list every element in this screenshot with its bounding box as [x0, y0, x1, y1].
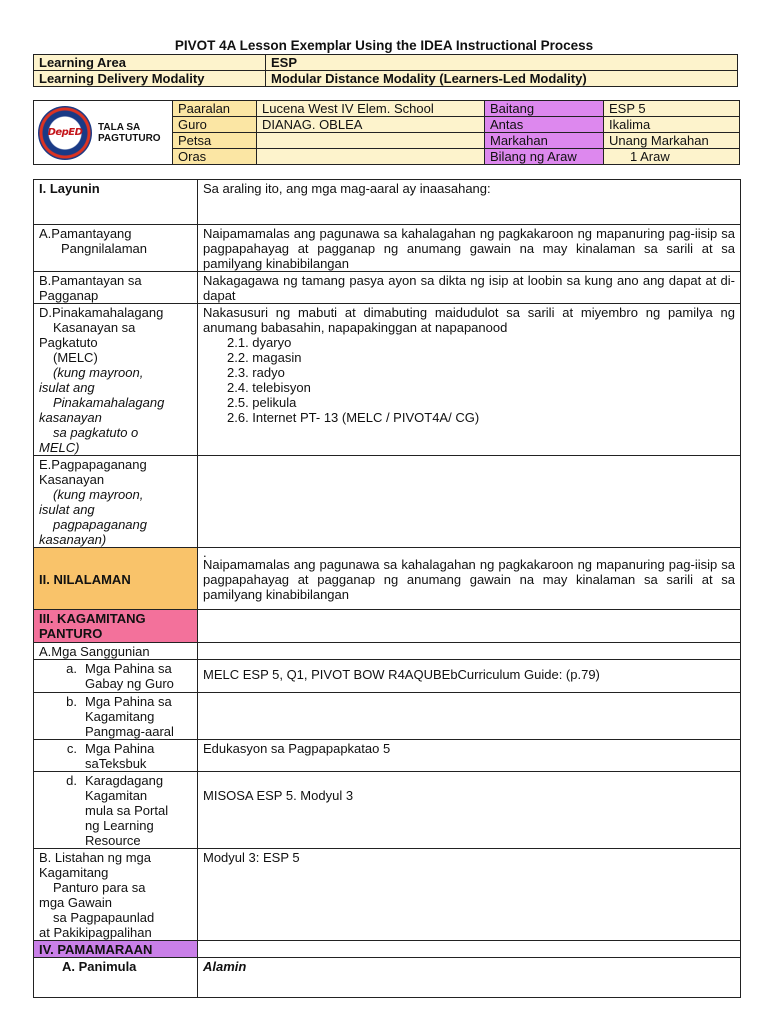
kagamitan-label: III. KAGAMITANG PANTURO [34, 610, 198, 643]
sanggunian-label: A.Mga Sanggunian [34, 643, 198, 660]
learning-area-label: Learning Area [34, 55, 266, 71]
sanggunian-row [34, 643, 741, 660]
melc-row [34, 304, 741, 456]
pamamaraan-value [198, 941, 741, 958]
melc-item: 2.5. pelikula [227, 395, 297, 410]
panimula-row [34, 958, 741, 998]
melc-item: 2.3. radyo [227, 365, 285, 380]
melc-value: Nakasusuri ng mabuti at dimabuting maidudulot sa sarili at miyembro ng pamilya ng anumang babasahin, napapakinggan at napapanood 2.1. dyaryo 2.2. magasin 2.3. radyo 2.4. telebisyon 2.5. pelikula 2.6. Internet PT- 13 (MELC / PIVOT4A/ CG) [198, 304, 741, 456]
portal-row [34, 772, 741, 849]
kagamitan-row [34, 610, 741, 643]
layunin-row [34, 180, 741, 225]
paaralan-value: Lucena West IV Elem. School [257, 101, 485, 117]
modality-label: Learning Delivery Modality [34, 71, 266, 87]
kagamitang-label: b. Mga Pahina sa Kagamitang Pangmag-aaral [34, 693, 198, 740]
pamantayang-row [34, 225, 741, 272]
antas-value: Ikalima [604, 117, 740, 133]
antas-label: Antas [485, 117, 604, 133]
pagpapaganang-row [34, 456, 741, 548]
markahan-value: Unang Markahan [604, 133, 740, 149]
modality-row [34, 71, 738, 87]
portal-value: MISOSA ESP 5. Modyul 3 [198, 772, 741, 849]
panimula-label: A. Panimula [34, 958, 198, 998]
pamantayang-value: Naipamamalas ang pagunawa sa kahalagahan ng pagkakaroon ng mapanuring pag-iisip sa pagpapahayag at pagganap ng anumang gawain na may kinalaman sa sarili at sa pamilyang kinabibilangan [198, 225, 741, 272]
bilang-label: Bilang ng Araw [485, 149, 604, 165]
teksbuk-label: c. Mga Pahina saTeksbuk [34, 740, 198, 772]
pamantayang-label: A.Pamantayang Pangnilalaman [34, 225, 198, 272]
layunin-label: I. Layunin [34, 180, 198, 225]
document-title: PIVOT 4A Lesson Exemplar Using the IDEA Instructional Process [174, 38, 594, 53]
learning-area-value: ESP [266, 55, 738, 71]
pamamaraan-label: IV. PAMAMARAAN [34, 941, 198, 958]
kagamitang-row [34, 693, 741, 740]
learning-area-row [34, 55, 738, 71]
sanggunian-value [198, 643, 741, 660]
pagpapaganang-value [198, 456, 741, 548]
melc-item: 2.4. telebisyon [227, 380, 311, 395]
tala-sa-pagtuturo: TALA SA PAGTUTURO [98, 121, 161, 144]
pagpapaganang-label: E.Pagpapaganang Kasanayan (kung mayroon, isulat ang pagpapaganang kasanayan) [34, 456, 198, 548]
layunin-value: Sa araling ito, ang mga mag-aaral ay inaasahang: [198, 180, 741, 225]
logo-cell [34, 101, 173, 165]
gabay-value: MELC ESP 5, Q1, PIVOT BOW R4AQUBEbCurriculum Guide: (p.79) [198, 660, 741, 693]
gabay-row [34, 660, 741, 693]
kagamitan-value [198, 610, 741, 643]
listahan-row [34, 849, 741, 941]
listahan-label: B. Listahan ng mga Kagamitang Panturo para sa mga Gawain sa Pagpapaunlad at Pakikipagpalihan [34, 849, 198, 941]
gabay-label: a. Mga Pahina sa Gabay ng Guro [34, 660, 198, 693]
pamamaraan-row [34, 941, 741, 958]
petsa-label: Petsa [173, 133, 257, 149]
panimula-value: Alamin [198, 958, 741, 998]
markahan-label: Markahan [485, 133, 604, 149]
melc-item: 2.1. dyaryo [227, 335, 292, 350]
paaralan-label: Paaralan [173, 101, 257, 117]
guro-value: DIANAG. OBLEA [257, 117, 485, 133]
teksbuk-row [34, 740, 741, 772]
pagganap-label: B.Pamantayan sa Pagganap [34, 272, 198, 304]
oras-value [257, 149, 485, 165]
baitang-label: Baitang [485, 101, 604, 117]
nilalaman-row [34, 548, 741, 610]
nilalaman-label: II. NILALAMAN [34, 548, 198, 610]
petsa-value [257, 133, 485, 149]
teksbuk-value: Edukasyon sa Pagpapapkatao 5 [198, 740, 741, 772]
melc-item: 2.6. Internet PT- 13 (MELC / PIVOT4A/ CG) [227, 410, 480, 425]
listahan-value: Modyul 3: ESP 5 [198, 849, 741, 941]
melc-label: D.Pinakamahalagang Kasanayan sa Pagkatuto (MELC) (kung mayroon, isulat ang Pinakamahalagang kasanayan sa pagkatuto o MELC) [34, 304, 198, 456]
deped-seal-icon: DepED [38, 106, 92, 160]
kagamitang-value [198, 693, 741, 740]
header-table [33, 100, 740, 165]
nilalaman-value: . Naipamamalas ang pagunawa sa kahalagahan ng pagkakaroon ng mapanuring pag-iisip sa pagpapahayag at pagganap ng anumang gawain na may kinalaman sa sarili at sa pamilyang kinabibilangan [198, 548, 741, 610]
oras-label: Oras [173, 149, 257, 165]
bilang-value: 1 Araw [604, 149, 740, 165]
lesson-table [33, 179, 741, 998]
melc-item: 2.2. magasin [227, 350, 302, 365]
baitang-value: ESP 5 [604, 101, 740, 117]
pagganap-value: Nakagagawa ng tamang pasya ayon sa dikta ng isip at loobin sa kung ano ang dapat at di-dapat [198, 272, 741, 304]
guro-label: Guro [173, 117, 257, 133]
modality-value: Modular Distance Modality (Learners-Led Modality) [266, 71, 738, 87]
pagganap-row [34, 272, 741, 304]
learning-area-table [33, 54, 738, 87]
portal-label: d. Karagdagang Kagamitan mula sa Portal ng Learning Resource [34, 772, 198, 849]
